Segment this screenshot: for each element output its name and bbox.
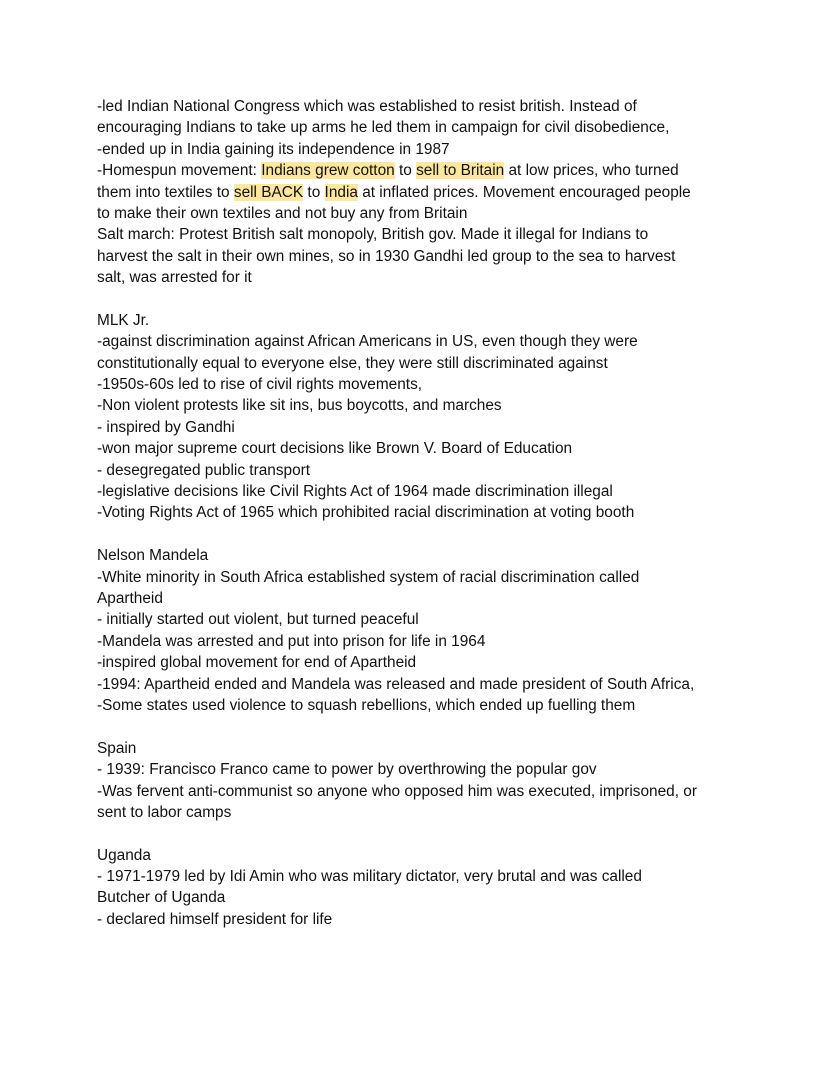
uganda-section [97,845,757,931]
text-line: - desegregated public transport [97,461,311,479]
text-line: -won major supreme court decisions like Brown V. Board of Education [97,440,573,458]
highlighted-text: sell BACK [233,183,304,201]
text-line: salt, was arrested for it [97,269,252,287]
mandela-section [97,545,757,716]
text-line-with-highlights [97,182,757,203]
text-line: -inspired global movement for end of Apartheid [97,654,417,672]
text-line: -Some states used violence to squash rebellions, which ended up fuelling them [97,696,636,714]
text-line: -Voting Rights Act of 1965 which prohibited racial discrimination at voting booth [97,504,635,522]
text-line: -led Indian National Congress which was established to resist british. Instead of [97,98,637,115]
text-line: Butcher of Uganda [97,889,226,907]
text-line: sent to labor camps [97,803,232,821]
text-line: -1994: Apartheid ended and Mandela was released and made president of South Africa, [97,675,695,693]
text-line: -legislative decisions like Civil Rights Act of 1964 made discrimination illegal [97,483,613,501]
mlk-section [97,310,757,524]
text-segment: at inflated prices. Movement encouraged people [357,183,691,201]
text-line: -against discrimination against African Americans in US, even though they were [97,333,638,351]
text-line: - 1971-1979 led by Idi Amin who was military dictator, very brutal and was called [97,868,642,886]
text-line: - declared himself president for life [97,910,333,928]
highlighted-text: India [324,183,358,201]
text-segment: them into textiles to [97,183,234,201]
text-line: -Non violent protests like sit ins, bus boycotts, and marches [97,397,502,415]
text-line: -Was fervent anti-communist so anyone who opposed him was executed, imprisoned, or [97,782,697,800]
highlighted-text: sell to Britain [416,162,505,180]
section-heading: MLK Jr. [97,311,150,329]
text-line: constitutionally equal to everyone else, they were still discriminated against [97,354,608,372]
text-segment: at low prices, who turned [504,162,679,180]
text-line: harvest the salt in their own mines, so in 1930 Gandhi led group to the sea to harvest [97,247,676,265]
text-line: Apartheid [97,589,163,607]
text-line: -ended up in India gaining its independence in 1987 [97,140,450,158]
text-line: -1950s-60s led to rise of civil rights movements, [97,376,423,394]
gandhi-section [97,96,757,289]
highlighted-text: Indians grew cotton [261,162,395,180]
section-heading: Spain [97,739,137,757]
text-line: - inspired by Gandhi [97,418,235,436]
section-heading: Uganda [97,846,151,864]
text-line: - initially started out violent, but turned peaceful [97,611,419,629]
blank-line [97,524,757,545]
text-segment: to [394,162,417,180]
text-line-with-highlights [97,160,757,181]
text-line: to make their own textiles and not buy any from Britain [97,204,468,222]
spain-section [97,738,757,824]
blank-line [97,716,757,737]
blank-line [97,823,757,844]
section-heading: Nelson Mandela [97,547,209,565]
text-segment: -Homespun movement: [97,162,262,180]
text-line: -Mandela was arrested and put into prison for life in 1964 [97,632,486,650]
text-line: -White minority in South Africa established system of racial discrimination called [97,568,640,586]
blank-line [97,289,757,310]
text-line: Salt march: Protest British salt monopoly, British gov. Made it illegal for Indians to [97,226,649,244]
text-segment: to [303,183,325,201]
document-body [97,96,757,930]
text-line: encouraging Indians to take up arms he led them in campaign for civil disobedience, [97,119,670,137]
text-line: - 1939: Francisco Franco came to power by overthrowing the popular gov [97,761,597,779]
